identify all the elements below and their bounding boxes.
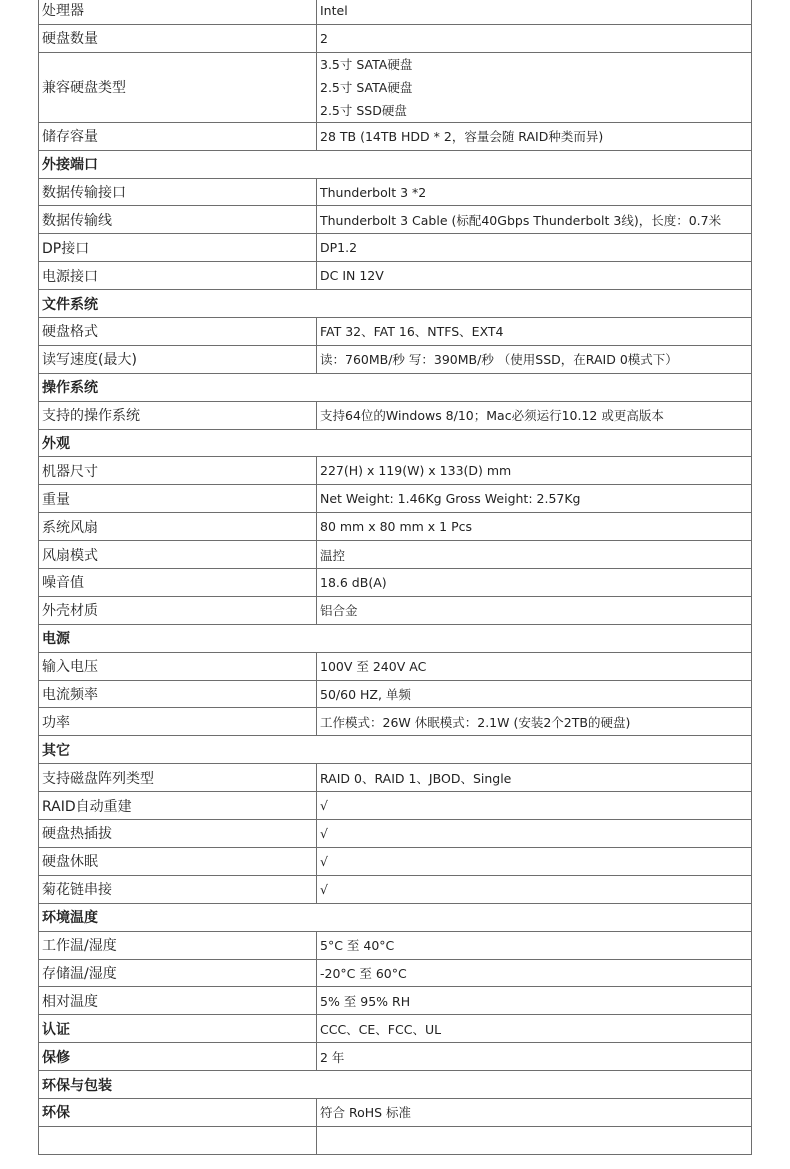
spec-row xyxy=(39,1043,752,1071)
spec-value: √ xyxy=(317,792,752,820)
section-title: 环保与包装 xyxy=(39,1071,752,1099)
spec-value: 支持64位的Windows 8/10；Mac必须运行10.12 或更高版本 xyxy=(317,401,752,429)
spec-row xyxy=(39,1126,752,1154)
spec-label: 存储温/湿度 xyxy=(39,959,317,987)
section-title: 文件系统 xyxy=(39,290,752,318)
section-header-row xyxy=(39,903,752,931)
spec-value: DC IN 12V xyxy=(317,262,752,290)
spec-row xyxy=(39,318,752,346)
spec-row xyxy=(39,569,752,597)
spec-label: 保修 xyxy=(39,1043,317,1071)
spec-label: DP接口 xyxy=(39,234,317,262)
spec-value: 100V 至 240V AC xyxy=(317,652,752,680)
spec-label: 工作温/湿度 xyxy=(39,931,317,959)
spec-row xyxy=(39,764,752,792)
spec-value: CCC、CE、FCC、UL xyxy=(317,1015,752,1043)
spec-row xyxy=(39,875,752,903)
spec-value: √ xyxy=(317,820,752,848)
spec-row xyxy=(39,931,752,959)
section-title: 外接端口 xyxy=(39,150,752,178)
spec-label: 风扇模式 xyxy=(39,541,317,569)
spec-value: 温控 xyxy=(317,541,752,569)
spec-value: Thunderbolt 3 Cable (标配40Gbps Thunderbolt 3线)，长度：0.7米 xyxy=(317,206,752,234)
spec-value: 50/60 HZ, 单频 xyxy=(317,680,752,708)
section-header-row xyxy=(39,429,752,457)
spec-label: 处理器 xyxy=(39,0,317,24)
spec-row xyxy=(39,485,752,513)
spec-row xyxy=(39,345,752,373)
spec-value xyxy=(317,1126,752,1154)
spec-label: RAID自动重建 xyxy=(39,792,317,820)
spec-value: 读：760MB/秒 写：390MB/秒 （使用SSD，在RAID 0模式下） xyxy=(317,345,752,373)
spec-row xyxy=(39,680,752,708)
section-header-row xyxy=(39,290,752,318)
spec-value: -20°C 至 60°C xyxy=(317,959,752,987)
spec-label: 功率 xyxy=(39,708,317,736)
section-header-row xyxy=(39,624,752,652)
spec-row xyxy=(39,1098,752,1126)
spec-label: 机器尺寸 xyxy=(39,457,317,485)
spec-row xyxy=(39,792,752,820)
spec-value: Net Weight: 1.46Kg Gross Weight: 2.57Kg xyxy=(317,485,752,513)
spec-row xyxy=(39,847,752,875)
spec-row xyxy=(39,596,752,624)
spec-label: 数据传输线 xyxy=(39,206,317,234)
spec-value: 80 mm x 80 mm x 1 Pcs xyxy=(317,513,752,541)
spec-row xyxy=(39,52,752,122)
spec-label: 系统风扇 xyxy=(39,513,317,541)
section-header-row xyxy=(39,150,752,178)
spec-label: 硬盘热插拔 xyxy=(39,820,317,848)
spec-row xyxy=(39,401,752,429)
spec-value: 227(H) x 119(W) x 133(D) mm xyxy=(317,457,752,485)
spec-row xyxy=(39,820,752,848)
spec-row xyxy=(39,987,752,1015)
spec-value: RAID 0、RAID 1、JBOD、Single xyxy=(317,764,752,792)
spec-label: 储存容量 xyxy=(39,122,317,150)
spec-label: 硬盘数量 xyxy=(39,24,317,52)
spec-label: 输入电压 xyxy=(39,652,317,680)
section-title: 操作系统 xyxy=(39,373,752,401)
spec-value-line: 2.5寸 SSD硬盘 xyxy=(320,102,407,118)
spec-label: 重量 xyxy=(39,485,317,513)
spec-value: 5°C 至 40°C xyxy=(317,931,752,959)
spec-label: 电源接口 xyxy=(39,262,317,290)
spec-value: √ xyxy=(317,847,752,875)
spec-value: 符合 RoHS 标准 xyxy=(317,1098,752,1126)
spec-row xyxy=(39,541,752,569)
spec-table-body xyxy=(39,0,752,1154)
spec-label: 支持的操作系统 xyxy=(39,401,317,429)
spec-row xyxy=(39,959,752,987)
section-title: 环境温度 xyxy=(39,903,752,931)
section-header-row xyxy=(39,373,752,401)
spec-row xyxy=(39,262,752,290)
spec-label: 数据传输接口 xyxy=(39,178,317,206)
spec-value: 5% 至 95% RH xyxy=(317,987,752,1015)
spec-label: 兼容硬盘类型 xyxy=(39,52,317,122)
spec-label: 读写速度(最大) xyxy=(39,345,317,373)
spec-label: 环保 xyxy=(39,1098,317,1126)
spec-table xyxy=(38,0,752,1155)
spec-label xyxy=(39,1126,317,1154)
spec-label: 噪音值 xyxy=(39,569,317,597)
spec-value: 2 年 xyxy=(317,1043,752,1071)
section-header-row xyxy=(39,1071,752,1099)
spec-row xyxy=(39,206,752,234)
spec-value: DP1.2 xyxy=(317,234,752,262)
spec-value: FAT 32、FAT 16、NTFS、EXT4 xyxy=(317,318,752,346)
spec-value-line: 3.5寸 SATA硬盘 xyxy=(320,56,413,72)
spec-value: Intel xyxy=(317,0,752,24)
spec-value: 2 xyxy=(317,24,752,52)
spec-row xyxy=(39,1015,752,1043)
spec-row xyxy=(39,234,752,262)
spec-label: 支持磁盘阵列类型 xyxy=(39,764,317,792)
spec-value xyxy=(317,52,752,122)
section-title: 电源 xyxy=(39,624,752,652)
spec-row xyxy=(39,122,752,150)
spec-row xyxy=(39,708,752,736)
spec-value: 18.6 dB(A) xyxy=(317,569,752,597)
spec-row xyxy=(39,652,752,680)
spec-value: √ xyxy=(317,875,752,903)
section-title: 外观 xyxy=(39,429,752,457)
spec-row xyxy=(39,178,752,206)
spec-label: 硬盘格式 xyxy=(39,318,317,346)
spec-label: 认证 xyxy=(39,1015,317,1043)
spec-value-line: 2.5寸 SATA硬盘 xyxy=(320,79,413,95)
spec-label: 硬盘休眠 xyxy=(39,847,317,875)
spec-row xyxy=(39,24,752,52)
spec-value: 工作模式：26W 休眠模式：2.1W (安装2个2TB的硬盘) xyxy=(317,708,752,736)
spec-value: Thunderbolt 3 *2 xyxy=(317,178,752,206)
spec-label: 相对温度 xyxy=(39,987,317,1015)
spec-row xyxy=(39,0,752,24)
spec-row xyxy=(39,457,752,485)
spec-label: 菊花链串接 xyxy=(39,875,317,903)
spec-value: 铝合金 xyxy=(317,596,752,624)
spec-label: 电流频率 xyxy=(39,680,317,708)
section-title: 其它 xyxy=(39,736,752,764)
spec-row xyxy=(39,513,752,541)
spec-value: 28 TB (14TB HDD * 2，容量会随 RAID种类而异) xyxy=(317,122,752,150)
section-header-row xyxy=(39,736,752,764)
spec-label: 外壳材质 xyxy=(39,596,317,624)
